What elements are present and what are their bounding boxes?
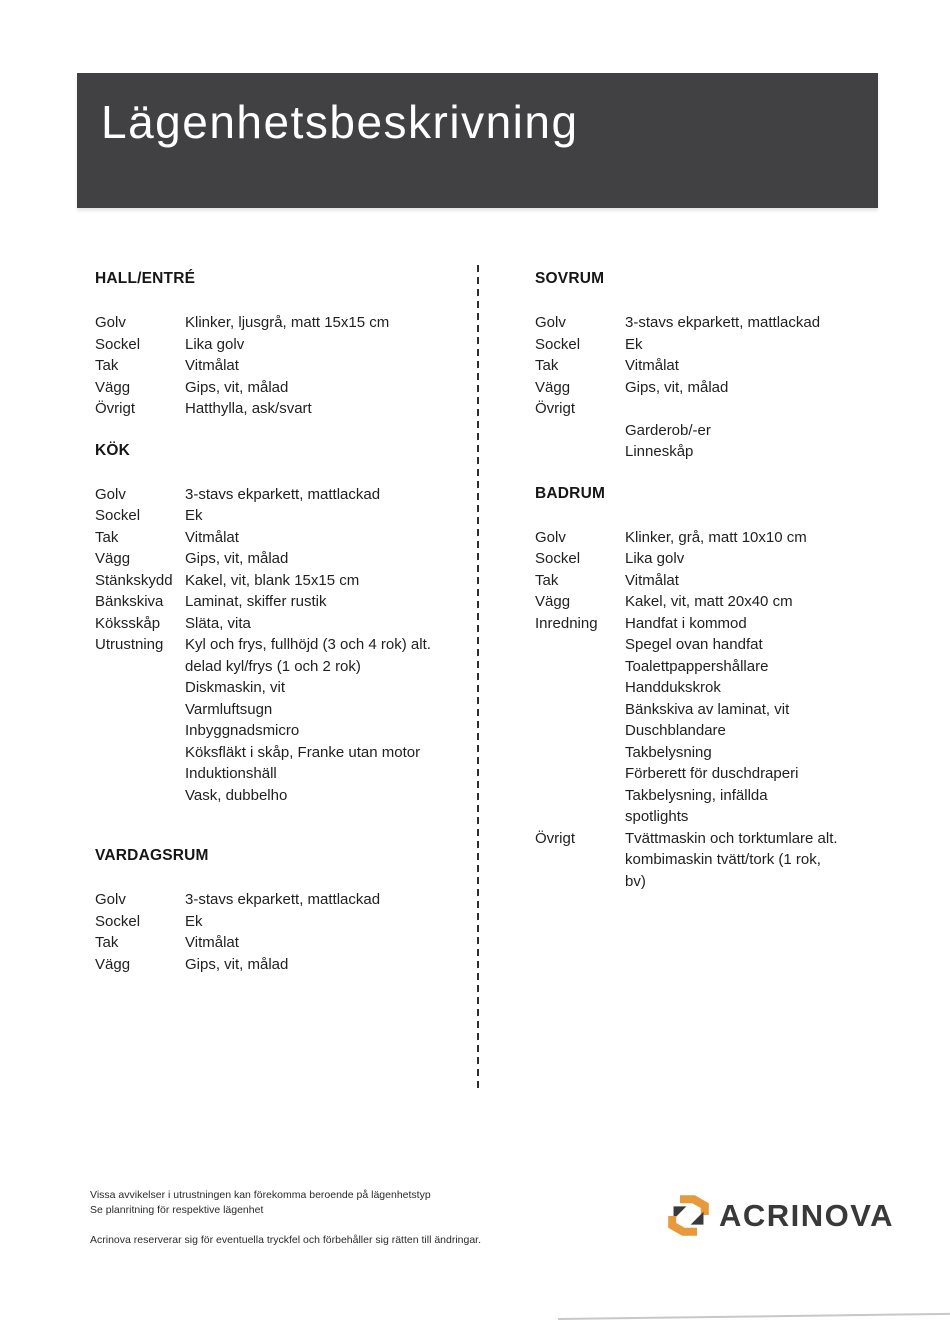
spec-value bbox=[625, 527, 900, 549]
spec-label: Tak bbox=[95, 528, 119, 546]
spec-value bbox=[625, 312, 900, 334]
spec-value-line: Vitmålat bbox=[185, 357, 239, 374]
spec-value-line: Förberett för duschdraperi bbox=[625, 765, 799, 782]
spec-value-line: Diskmaskin, vit bbox=[185, 679, 286, 696]
spec-value-line: Klinker, grå, matt 10x10 cm bbox=[625, 528, 807, 546]
spec-row bbox=[95, 889, 467, 911]
spec-row bbox=[535, 828, 900, 893]
spec-value-line: Laminat, skiffer rustik bbox=[185, 593, 327, 610]
spec-row bbox=[535, 591, 900, 613]
spec-label: Sockel bbox=[95, 335, 141, 353]
spec-value-line: Takbelysning, infällda bbox=[625, 786, 768, 804]
spec-label: Vägg bbox=[95, 550, 131, 567]
spec-value bbox=[185, 334, 467, 356]
spec-row bbox=[95, 355, 467, 377]
spec-label: Tak bbox=[95, 357, 119, 374]
spec-value-line: Handdukskrok bbox=[625, 679, 721, 696]
spec-value-line: Kakel, vit, matt 20x40 cm bbox=[625, 593, 793, 610]
spec-label: Bänkskiva bbox=[95, 593, 164, 610]
spec-value-line: Ek bbox=[625, 335, 643, 353]
spec-value-line: Vask, dubbelho bbox=[185, 786, 288, 804]
spec-value bbox=[625, 355, 900, 377]
section-heading: BADRUM bbox=[535, 484, 606, 502]
spec-label: Sockel bbox=[535, 550, 581, 567]
section-heading: SOVRUM bbox=[535, 270, 605, 287]
spec-row bbox=[95, 634, 467, 806]
spec-value-line: Gips, vit, målad bbox=[185, 955, 289, 973]
spec-value bbox=[185, 398, 467, 420]
spec-label: Inredning bbox=[535, 614, 598, 632]
spec-value bbox=[185, 570, 467, 592]
spec-label: Övrigt bbox=[535, 829, 576, 847]
spec-row bbox=[535, 398, 900, 463]
spec-value-line: spotlights bbox=[625, 808, 689, 825]
spec-value bbox=[625, 334, 900, 356]
spec-value-line: Takbelysning bbox=[625, 743, 712, 761]
spec-value bbox=[185, 591, 467, 613]
spec-value bbox=[185, 312, 467, 334]
spec-row bbox=[535, 334, 900, 356]
spec-row bbox=[95, 911, 467, 933]
section-heading: KÖK bbox=[95, 441, 131, 459]
spec-value-line: Garderob/-er bbox=[625, 421, 711, 439]
spec-row bbox=[535, 527, 900, 549]
spec-label: Köksskåp bbox=[95, 614, 161, 632]
spec-value-line: 3-stavs ekparkett, mattlackad bbox=[185, 485, 381, 503]
spec-label: Golv bbox=[95, 891, 126, 908]
spec-row bbox=[95, 505, 467, 527]
spec-value-line: Klinker, ljusgrå, matt 15x15 cm bbox=[185, 314, 390, 331]
spec-value-line: bv) bbox=[625, 872, 646, 890]
spec-value bbox=[185, 548, 467, 570]
right-column bbox=[535, 270, 900, 892]
spec-label: Tak bbox=[535, 571, 559, 589]
spec-value-line: Vitmålat bbox=[185, 528, 239, 546]
section-heading: HALL/ENTRÉ bbox=[95, 270, 196, 287]
spec-value-line: 3-stavs ekparkett, mattlackad bbox=[625, 314, 821, 331]
spec-row bbox=[535, 613, 900, 828]
spec-row bbox=[95, 932, 467, 954]
spec-value bbox=[185, 505, 467, 527]
spec-value bbox=[185, 355, 467, 377]
spec-value-line: Linneskåp bbox=[625, 443, 694, 460]
spec-value-line: delad kyl/frys (1 och 2 rok) bbox=[185, 657, 361, 675]
spec-value-line: Spegel ovan handfat bbox=[625, 636, 763, 653]
spec-label: Sockel bbox=[95, 507, 141, 524]
spec-value bbox=[625, 828, 900, 893]
document-header-banner bbox=[77, 73, 878, 208]
spec-value-line: Lika golv bbox=[625, 550, 685, 567]
spec-value bbox=[625, 613, 900, 828]
footer-note: Se planritning för respektive lägenhet bbox=[90, 1204, 264, 1216]
spec-value bbox=[625, 591, 900, 613]
spec-value-line: Släta, vita bbox=[185, 614, 251, 632]
scan-artifact-line bbox=[558, 1313, 950, 1320]
spec-row bbox=[535, 355, 900, 377]
spec-value-line: Duschblandare bbox=[625, 722, 726, 739]
spec-value bbox=[625, 377, 900, 399]
spec-value bbox=[185, 613, 467, 635]
spec-value-line: Vitmålat bbox=[625, 357, 679, 374]
spec-value-line: Vitmålat bbox=[185, 934, 239, 951]
spec-value-line: Gips, vit, målad bbox=[625, 378, 729, 396]
room-section-badrum bbox=[535, 485, 900, 893]
spec-row bbox=[95, 484, 467, 506]
spec-row bbox=[95, 954, 467, 976]
spec-label: Vägg bbox=[95, 378, 131, 396]
spec-row bbox=[95, 527, 467, 549]
spec-value-line: Gips, vit, målad bbox=[185, 378, 289, 396]
footer-disclaimer: Acrinova reserverar sig för eventuella tryckfel och förbehåller sig rätten till ändringar. bbox=[90, 1234, 482, 1246]
spec-row bbox=[535, 570, 900, 592]
spec-label: Sockel bbox=[535, 335, 581, 353]
spec-value bbox=[185, 954, 467, 976]
spec-label: Övrigt bbox=[535, 400, 576, 417]
footer-note: Vissa avvikelser i utrustningen kan förekomma beroende på lägenhetstyp bbox=[90, 1189, 431, 1201]
spec-row bbox=[535, 548, 900, 570]
spec-value-line: Handfat i kommod bbox=[625, 614, 747, 632]
spec-value bbox=[185, 484, 467, 506]
room-section-sovrum bbox=[535, 270, 900, 463]
spec-row bbox=[95, 591, 467, 613]
spec-label: Vägg bbox=[535, 378, 571, 396]
spec-label: Stänkskydd bbox=[95, 571, 173, 589]
left-column bbox=[95, 270, 467, 975]
spec-value-line: Vitmålat bbox=[625, 571, 679, 589]
spec-label: Vägg bbox=[95, 955, 131, 973]
spec-label: Golv bbox=[535, 314, 566, 331]
spec-row bbox=[95, 334, 467, 356]
spec-value-line: Kakel, vit, blank 15x15 cm bbox=[185, 571, 360, 589]
spec-label: Sockel bbox=[95, 912, 141, 930]
spec-label: Golv bbox=[535, 528, 566, 546]
spec-value-line: Ek bbox=[185, 912, 203, 930]
spec-value bbox=[625, 398, 900, 463]
spec-label: Utrustning bbox=[95, 636, 164, 653]
spec-value-line: Toalettpappershållare bbox=[625, 657, 769, 675]
spec-value bbox=[185, 634, 467, 806]
spec-value bbox=[185, 911, 467, 933]
spec-value-line: Ek bbox=[185, 507, 203, 524]
acrinova-logo-text: ACRINOVA bbox=[719, 1197, 895, 1233]
spec-value-line: Kyl och frys, fullhöjd (3 och 4 rok) alt. bbox=[185, 636, 431, 653]
room-section-hall-entr bbox=[95, 270, 467, 420]
spec-value-line: 3-stavs ekparkett, mattlackad bbox=[185, 891, 381, 908]
spec-label: Tak bbox=[535, 357, 559, 374]
spec-value-line: Bänkskiva av laminat, vit bbox=[625, 700, 790, 718]
spec-value bbox=[185, 889, 467, 911]
spec-row bbox=[95, 398, 467, 420]
spec-value bbox=[625, 548, 900, 570]
acrinova-logo bbox=[665, 1192, 894, 1239]
spec-row bbox=[535, 312, 900, 334]
section-heading: VARDAGSRUM bbox=[95, 847, 209, 864]
spec-row bbox=[95, 377, 467, 399]
spec-value-line: Tvättmaskin och torktumlare alt. bbox=[625, 829, 838, 847]
spec-value bbox=[625, 570, 900, 592]
acrinova-logo-icon bbox=[665, 1192, 712, 1239]
spec-label: Vägg bbox=[535, 593, 571, 610]
spec-value-line: Hatthylla, ask/svart bbox=[185, 400, 312, 417]
spec-value-line: Gips, vit, målad bbox=[185, 550, 289, 567]
spec-label: Tak bbox=[95, 934, 119, 951]
spec-row bbox=[95, 548, 467, 570]
spec-label: Golv bbox=[95, 485, 126, 503]
spec-value-line: Induktionshäll bbox=[185, 765, 277, 782]
spec-value-line: Inbyggnadsmicro bbox=[185, 722, 300, 739]
spec-row bbox=[95, 312, 467, 334]
footer-notes bbox=[90, 1188, 481, 1248]
spec-label: Golv bbox=[95, 314, 126, 331]
spec-value-line: kombimaskin tvätt/tork (1 rok, bbox=[625, 851, 821, 868]
spec-row bbox=[535, 377, 900, 399]
spec-value bbox=[185, 377, 467, 399]
room-section-k-k bbox=[95, 442, 467, 807]
spec-row bbox=[95, 570, 467, 592]
spec-value-line: Köksfläkt i skåp, Franke utan motor bbox=[185, 743, 421, 761]
spec-value-line: Lika golv bbox=[185, 335, 245, 353]
spec-label: Övrigt bbox=[95, 400, 136, 417]
spec-value-line: Varmluftsugn bbox=[185, 700, 273, 718]
room-section-vardagsrum bbox=[95, 847, 467, 975]
spec-value bbox=[185, 932, 467, 954]
page-title: Lägenhetsbeskrivning bbox=[101, 96, 579, 148]
spec-value-line bbox=[625, 398, 900, 420]
spec-value bbox=[185, 527, 467, 549]
column-divider bbox=[477, 265, 479, 1088]
spec-row bbox=[95, 613, 467, 635]
